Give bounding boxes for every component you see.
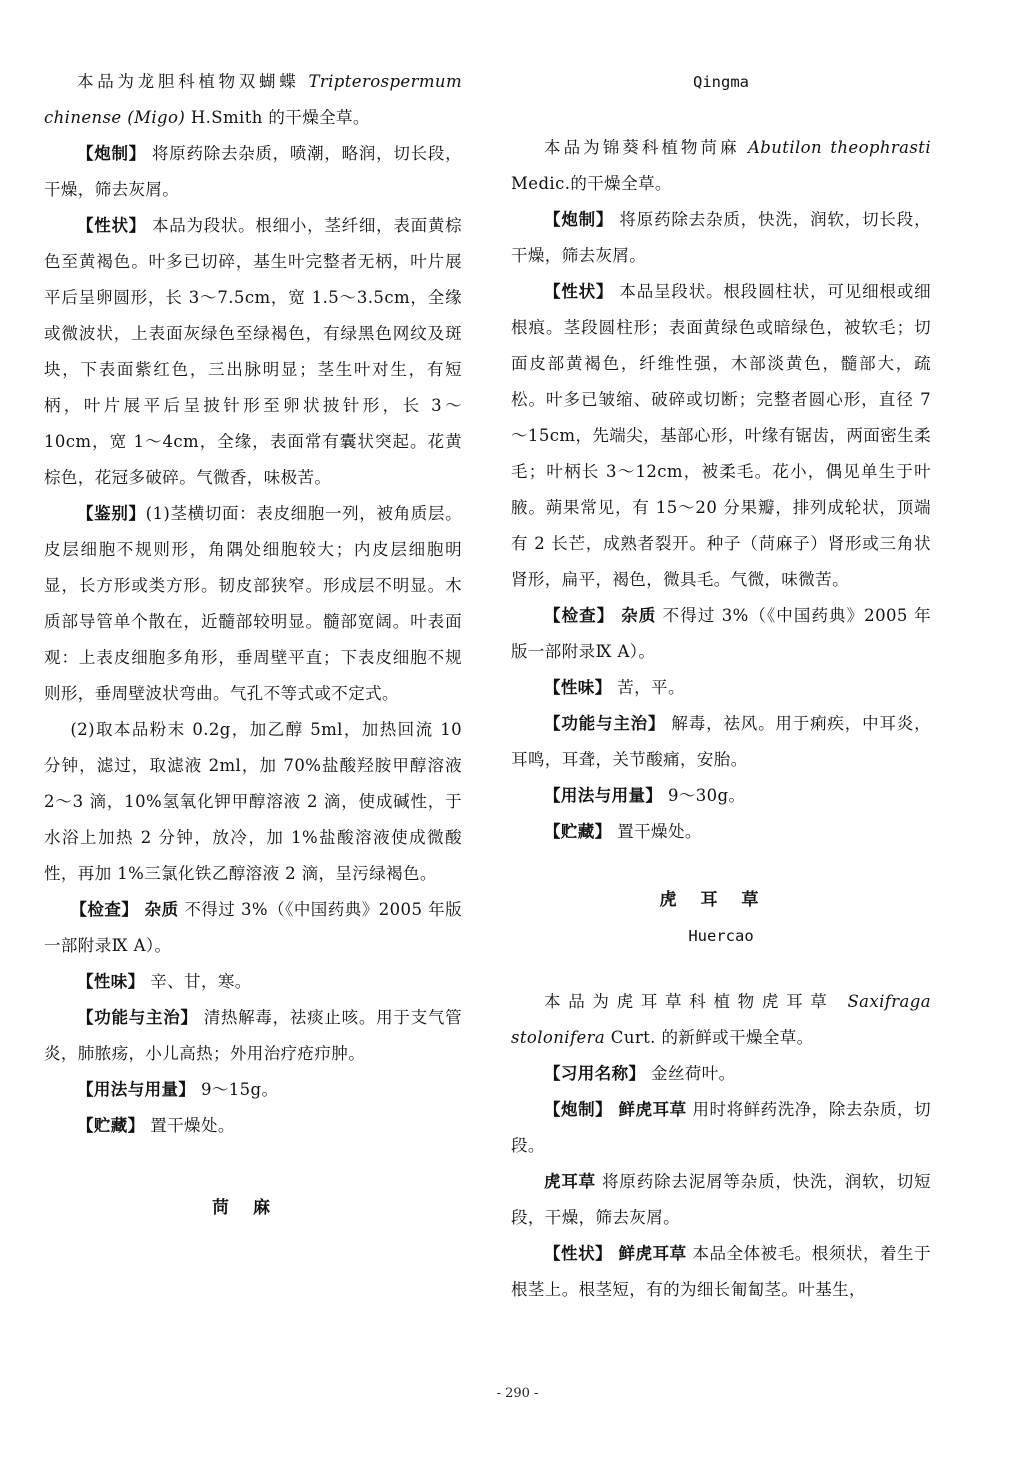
xingzhuang2-paragraph: 【性状】 鲜虎耳草 本品全体被毛。根须状，着生于根茎上。根茎短，有的为细长匍匐茎。叶基生， xyxy=(511,1244,931,1299)
jianbie-paragraph-1: 【鉴别】(1)茎横切面：表皮细胞一列，被角质层。皮层细胞不规则形，角隅处细胞较大；内皮层细胞明显，长方形或类方形。韧皮部狭窄。形成层不明显。木质部导管单个散在，近髓部较明显。髓部宽阔。叶表面观：上表皮细胞多角形，垂周壁平直；下表皮细胞不规则形，垂周壁波状弯曲。气孔不等式或不定式。 xyxy=(44,504,462,703)
left-column xyxy=(44,64,462,1226)
pinyin-huercao: Huercao xyxy=(688,927,754,945)
xingwei-paragraph: 【性味】 苦，平。 xyxy=(544,678,685,697)
paozhi-paragraph: 【炮制】 将原药除去杂质，快洗，润软，切长段，干燥，筛去灰屑。 xyxy=(511,210,931,265)
section-tag: 【功能与主治】 xyxy=(77,1008,198,1027)
xingwei-paragraph: 【性味】 辛、甘，寒。 xyxy=(77,972,252,991)
zhucang-paragraph: 【贮藏】 置干燥处。 xyxy=(77,1116,235,1135)
intro-paragraph: 本品为龙胆科植物双蝴蝶 Tripterospermum chinense (Migo) H.Smith 的干燥全草。 xyxy=(44,72,462,127)
section-tag: 【炮制】 xyxy=(544,1100,613,1119)
section-tag: 【检查】 xyxy=(544,606,615,625)
paozhi-paragraph: 【炮制】 将原药除去杂质，喷潮，略润，切长段，干燥，筛去灰屑。 xyxy=(44,144,462,199)
xingzhuang-paragraph: 【性状】 本品为段状。根细小，茎纤细，表面黄棕色至黄褐色。叶多已切碎，基生叶完整者无柄，叶片展平后呈卵圆形，长 3～7.5cm，宽 1.5～3.5cm，全缘或微波状，上表面灰绿色至绿褐色，有绿黑色网纹及斑块，下表面紫红色，三出脉明显；茎生叶对生，有短柄，叶片展平后呈披针形至卵状披针形，长 3～10cm，宽 1～4cm，全缘，表面常有囊状突起。花黄棕色，花冠多破碎。气微香，味极苦。 xyxy=(44,216,462,487)
intro2-paragraph: 本品为虎耳草科植物虎耳草 Saxifraga stolonifera Curt. 的新鲜或干燥全草。 xyxy=(511,992,931,1047)
gongneng-paragraph: 【功能与主治】 解毒，祛风。用于痢疾，中耳炎，耳鸣，耳聋，关节酸痛，安胎。 xyxy=(511,714,931,769)
yongfa-paragraph: 【用法与用量】 9～30g。 xyxy=(544,786,746,805)
section-title-huercao: 虎耳草 xyxy=(659,890,783,910)
xingzhuang-paragraph: 【性状】 本品呈段状。根段圆柱状，可见细根或细根痕。茎段圆柱形；表面黄绿色或暗绿色，被软毛；切面皮部黄褐色，纤维性强，木部淡黄色，髓部大，疏松。叶多已皱缩、破碎或切断；完整者圆心形，直径 7～15cm，先端尖，基部心形，叶缘有锯齿，两面密生柔毛；叶柄长 3～12cm，被柔毛。花小，偶见单生于叶腋。蒴果常见，有 15～20 分果瓣，排列成轮状，顶端有 2 长芒，成熟者裂开。种子（苘麻子）肾形或三角状肾形，扁平，褐色，微具毛。气微，味微苦。 xyxy=(511,282,931,589)
pinyin-qingma: Qingma xyxy=(693,73,749,91)
jiancha-paragraph: 【检查】 杂质 不得过 3%（《中国药典》2005 年版一部附录Ⅸ A）。 xyxy=(511,606,932,661)
section-tag: 【炮制】 xyxy=(77,144,146,163)
xiyong-paragraph: 【习用名称】 金丝荷叶。 xyxy=(544,1064,736,1083)
jianbie-paragraph-2: (2)取本品粉末 0.2g，加乙醇 5ml，加热回流 10 分钟，滤过，取滤液 2ml，加 70%盐酸羟胺甲醇溶液 2～3 滴，10%氢氧化钾甲醇溶液 2 滴，使成碱性，于水浴上加热 2 分钟，放冷，加 1%盐酸溶液使成微酸性，再加 1%三氯化铁乙醇溶液 2 滴，呈污绿褐色。 xyxy=(44,720,462,883)
section-tag: 【炮制】 xyxy=(544,210,614,229)
paozhi2-paragraph: 【炮制】 鲜虎耳草 用时将鲜药洗净，除去杂质，切段。 xyxy=(511,1100,931,1155)
section-tag: 【性状】 xyxy=(544,1244,613,1263)
yongfa-paragraph: 【用法与用量】 9～15g。 xyxy=(77,1080,279,1099)
section-tag: 【用法与用量】 xyxy=(77,1080,196,1099)
section-title-qingma: 苘麻 xyxy=(212,1198,294,1218)
section-tag: 【贮藏】 xyxy=(77,1116,145,1135)
section-tag: 【性味】 xyxy=(544,678,612,697)
section-tag: 【用法与用量】 xyxy=(544,786,663,805)
section-tag: 【功能与主治】 xyxy=(544,714,666,733)
intro-paragraph: 本品为锦葵科植物苘麻 Abutilon theophrasti Medic.的干燥全草。 xyxy=(511,138,931,193)
jiancha-paragraph: 【检查】 杂质 不得过 3%（《中国药典》2005 年版一部附录Ⅸ A）。 xyxy=(44,900,462,955)
section-tag: 【检查】 xyxy=(70,900,139,919)
section-tag: 【性状】 xyxy=(544,282,614,301)
section-tag: 【鉴别】 xyxy=(77,504,146,523)
right-column xyxy=(511,64,931,1308)
paozhi3-paragraph: 虎耳草 将原药除去泥屑等杂质，快洗，润软，切短段，干燥，筛去灰屑。 xyxy=(511,1172,932,1227)
section-tag: 【贮藏】 xyxy=(544,822,612,841)
section-tag: 【性味】 xyxy=(77,972,145,991)
page-number: - 290 - xyxy=(496,1386,539,1401)
section-tag: 【性状】 xyxy=(77,216,146,235)
gongneng-paragraph: 【功能与主治】 清热解毒，祛痰止咳。用于支气管炎，肺脓疡，小儿高热；外用治疗疮疖肿。 xyxy=(44,1008,462,1063)
zhucang-paragraph: 【贮藏】 置干燥处。 xyxy=(544,822,702,841)
section-tag: 【习用名称】 xyxy=(544,1064,646,1083)
